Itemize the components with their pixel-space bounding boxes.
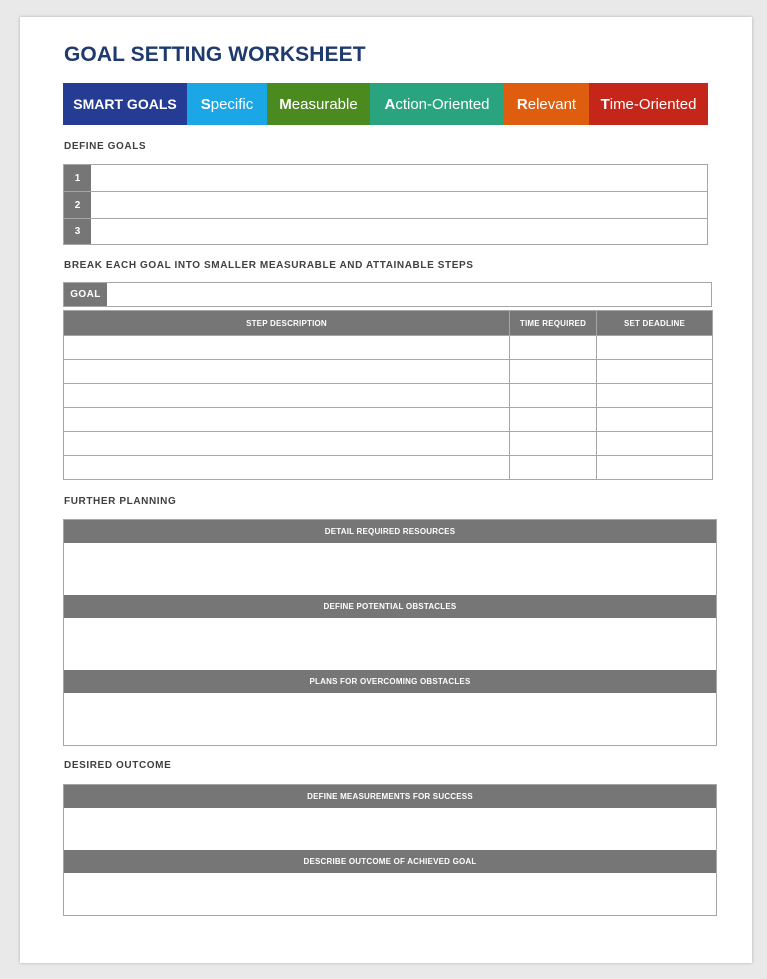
goal-number: 1 (64, 165, 91, 191)
section-header-outcome-of-achieved-goal: DESCRIBE OUTCOME OF ACHIEVED GOAL (64, 850, 716, 873)
table-row (64, 408, 713, 432)
further-planning-box (63, 519, 717, 746)
desired-outcome-box (63, 784, 717, 916)
worksheet-page (20, 17, 752, 963)
smart-action-oriented: A ction-Oriented (370, 83, 504, 125)
section-header-potential-obstacles: DEFINE POTENTIAL OBSTACLES (64, 595, 716, 618)
column-header-time-required: TIME REQUIRED (510, 311, 597, 336)
step-description-cell[interactable] (64, 456, 510, 480)
required-resources-field[interactable] (64, 543, 716, 595)
smart-time-oriented: T ime-Oriented (589, 83, 708, 125)
set-deadline-cell[interactable] (597, 360, 713, 384)
goal-input-field[interactable] (107, 283, 711, 306)
column-header-step-description: STEP DESCRIPTION (64, 311, 510, 336)
define-goals-heading: DEFINE GOALS (64, 141, 147, 152)
goal-entry-field[interactable] (91, 219, 707, 244)
time-required-cell[interactable] (510, 432, 597, 456)
steps-header-row (64, 311, 713, 336)
set-deadline-cell[interactable] (597, 336, 713, 360)
outcome-of-achieved-goal-field[interactable] (64, 873, 716, 915)
time-required-cell[interactable] (510, 336, 597, 360)
table-row (64, 336, 713, 360)
table-row (64, 456, 713, 480)
step-description-cell[interactable] (64, 336, 510, 360)
set-deadline-cell[interactable] (597, 432, 713, 456)
overcoming-obstacles-field[interactable] (64, 693, 716, 745)
steps-table (63, 310, 713, 480)
goal-entry-field[interactable] (91, 165, 707, 191)
steps-heading: BREAK EACH GOAL INTO SMALLER MEASURABLE AND ATTAINABLE STEPS (64, 260, 474, 271)
goal-row (64, 165, 707, 192)
set-deadline-cell[interactable] (597, 456, 713, 480)
column-header-set-deadline: SET DEADLINE (597, 311, 713, 336)
smart-relevant: R elevant (504, 83, 589, 125)
smart-goals-label: SMART GOALS (63, 83, 187, 125)
section-header-required-resources: DETAIL REQUIRED RESOURCES (64, 520, 716, 543)
measurements-for-success-field[interactable] (64, 808, 716, 850)
page-title: GOAL SETTING WORKSHEET (64, 43, 366, 66)
goal-number: 2 (64, 192, 91, 218)
goal-number: 3 (64, 219, 91, 244)
set-deadline-cell[interactable] (597, 408, 713, 432)
table-row (64, 432, 713, 456)
smart-specific: S pecific (187, 83, 267, 125)
goal-row (64, 219, 707, 244)
smart-measurable: M easurable (267, 83, 370, 125)
set-deadline-cell[interactable] (597, 384, 713, 408)
step-description-cell[interactable] (64, 360, 510, 384)
table-row (64, 360, 713, 384)
potential-obstacles-field[interactable] (64, 618, 716, 670)
goal-row (64, 192, 707, 219)
section-header-overcoming-obstacles: PLANS FOR OVERCOMING OBSTACLES (64, 670, 716, 693)
table-row (64, 384, 713, 408)
further-planning-heading: FURTHER PLANNING (64, 496, 177, 507)
desired-outcome-heading: DESIRED OUTCOME (64, 760, 172, 771)
step-description-cell[interactable] (64, 384, 510, 408)
time-required-cell[interactable] (510, 384, 597, 408)
goal-entry-field[interactable] (91, 192, 707, 218)
define-goals-list (63, 164, 708, 245)
step-description-cell[interactable] (64, 432, 510, 456)
time-required-cell[interactable] (510, 456, 597, 480)
time-required-cell[interactable] (510, 408, 597, 432)
smart-goals-bar (63, 83, 708, 125)
goal-label: GOAL (64, 283, 107, 306)
section-header-measurements-for-success: DEFINE MEASUREMENTS FOR SUCCESS (64, 785, 716, 808)
step-description-cell[interactable] (64, 408, 510, 432)
time-required-cell[interactable] (510, 360, 597, 384)
goal-line (63, 282, 712, 307)
